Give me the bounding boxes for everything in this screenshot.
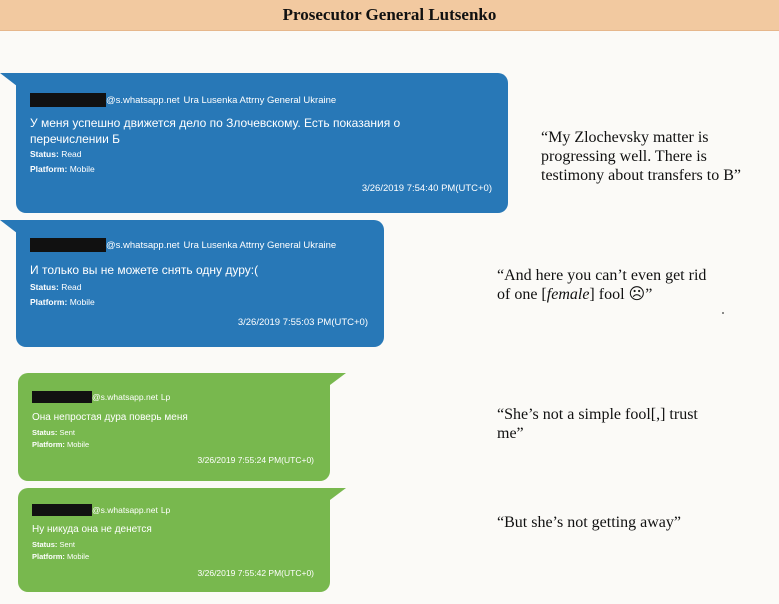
header-band	[0, 0, 779, 31]
redaction-bar	[32, 504, 92, 516]
timestamp: 3/26/2019 7:55:42 PM(UTC+0)	[197, 568, 314, 578]
sender-name: Lp	[160, 505, 171, 515]
scan-speck	[722, 312, 724, 314]
platform-value: Mobile	[69, 164, 95, 174]
sender-name: Ura Lusenka Attrny General Ukraine	[183, 239, 337, 251]
message-bubble	[16, 220, 384, 347]
quote-line: “And here you can’t even get rid	[497, 267, 707, 284]
sender-name: Lp	[160, 392, 171, 402]
status-line	[30, 282, 82, 292]
sender-suffix: @s.whatsapp.net	[92, 505, 158, 515]
message-text: И только вы не можете снять одну дуру:(	[30, 263, 259, 277]
message-bubble	[16, 73, 508, 213]
message-text: Ну никуда она не денется	[32, 524, 152, 535]
page-title: Prosecutor General Lutsenko	[282, 5, 497, 24]
quote-line: testimony about transfers to B”	[541, 167, 741, 184]
platform-line	[30, 297, 95, 307]
sender-suffix: @s.whatsapp.net	[106, 94, 180, 106]
translation-quote	[497, 266, 706, 304]
quote-line: progressing well. There is	[541, 148, 707, 165]
sender-name: Ura Lusenka Attrny General Ukraine	[183, 94, 337, 106]
translation-quote	[497, 513, 681, 532]
sender-suffix: @s.whatsapp.net	[106, 239, 180, 251]
status-value: Sent	[59, 540, 75, 549]
platform-line	[30, 164, 95, 174]
status-label: Status:	[32, 540, 58, 549]
status-line	[32, 540, 75, 549]
platform-value: Mobile	[67, 552, 90, 561]
platform-line	[32, 552, 89, 561]
status-value: Read	[61, 149, 82, 159]
message-sender	[32, 504, 170, 516]
timestamp: 3/26/2019 7:55:03 PM(UTC+0)	[237, 317, 368, 328]
platform-line	[32, 440, 89, 449]
platform-label: Platform:	[32, 552, 65, 561]
platform-value: Mobile	[67, 440, 90, 449]
quote-line: “She’s not a simple fool[,] trust	[497, 406, 698, 423]
message-sender	[30, 93, 336, 107]
message-text: У меня успешно движется дело по Злочевскому. Есть показания о перечислении Б	[30, 116, 401, 146]
status-line	[30, 149, 82, 159]
status-label: Status:	[30, 149, 59, 159]
timestamp: 3/26/2019 7:55:24 PM(UTC+0)	[197, 455, 314, 465]
translation-quote	[497, 405, 698, 443]
status-value: Read	[61, 282, 82, 292]
message-sender	[32, 391, 170, 403]
sender-suffix: @s.whatsapp.net	[92, 392, 158, 402]
message-sender	[30, 238, 336, 252]
quote-line: “But she’s not getting away”	[497, 514, 681, 531]
status-value: Sent	[59, 428, 75, 437]
redaction-bar	[30, 238, 106, 252]
translation-quote	[541, 128, 741, 185]
quote-part: of one [	[497, 286, 547, 303]
timestamp: 3/26/2019 7:54:40 PM(UTC+0)	[361, 183, 492, 194]
status-label: Status:	[30, 282, 59, 292]
quote-line: me”	[497, 425, 524, 442]
quote-emphasis: female	[546, 286, 590, 303]
redaction-bar	[32, 391, 92, 403]
status-line	[32, 428, 75, 437]
status-label: Status:	[32, 428, 58, 437]
platform-label: Platform:	[30, 164, 68, 174]
platform-label: Platform:	[30, 297, 68, 307]
platform-label: Platform:	[32, 440, 65, 449]
quote-line	[497, 285, 706, 304]
platform-value: Mobile	[69, 297, 95, 307]
redaction-bar	[30, 93, 106, 107]
quote-line: “My Zlochevsky matter is	[541, 129, 709, 146]
message-bubble	[18, 488, 330, 592]
quote-part: ] fool ☹”	[589, 286, 653, 303]
message-bubble	[18, 373, 330, 481]
message-text: Она непростая дура поверь меня	[32, 412, 188, 423]
